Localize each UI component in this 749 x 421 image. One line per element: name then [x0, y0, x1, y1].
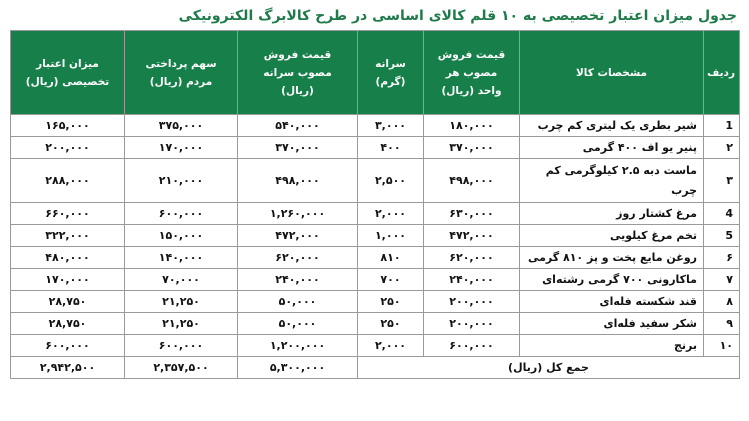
- row-approved-price: ۱,۲۶۰,۰۰۰: [238, 203, 358, 225]
- header-approved-price-line1: قیمت فروش: [263, 48, 332, 61]
- row-approved-price: ۴۷۲,۰۰۰: [238, 225, 358, 247]
- row-unit-price: ۳۷۰,۰۰۰: [424, 137, 520, 159]
- header-unit-price-line1: قیمت فروش: [437, 48, 506, 61]
- total-approved-price: ۵,۳۰۰,۰۰۰: [238, 357, 358, 379]
- table-row: [11, 291, 740, 313]
- total-credit: ۲,۹۴۲,۵۰۰: [11, 357, 125, 379]
- header-per-capita: [358, 31, 424, 115]
- header-approved-price-line2: مصوب سرانه: [263, 66, 332, 79]
- row-people-share: ۷۰,۰۰۰: [125, 269, 238, 291]
- row-product: مرغ کشتار روز: [520, 203, 704, 225]
- row-people-share: ۲۱,۲۵۰: [125, 313, 238, 335]
- table-row: [11, 225, 740, 247]
- header-index-label: ردیف: [707, 66, 735, 79]
- row-product: شکر سفید فله‌ای: [520, 313, 704, 335]
- row-approved-price: ۵۰,۰۰۰: [238, 291, 358, 313]
- row-unit-price: ۶۰۰,۰۰۰: [424, 335, 520, 357]
- row-approved-price: ۲۴۰,۰۰۰: [238, 269, 358, 291]
- table-row: [11, 115, 740, 137]
- row-people-share: ۶۰۰,۰۰۰: [125, 335, 238, 357]
- row-unit-price: ۲۰۰,۰۰۰: [424, 291, 520, 313]
- header-unit-price-line3: واحد (ریال): [441, 84, 502, 97]
- header-per-capita-line1: سرانه: [375, 57, 406, 70]
- total-row: [11, 357, 740, 379]
- row-credit: ۴۸۰,۰۰۰: [11, 247, 125, 269]
- header-approved-price: [238, 31, 358, 115]
- row-index: ۲: [704, 137, 740, 159]
- row-index: 5: [704, 225, 740, 247]
- row-people-share: ۱۵۰,۰۰۰: [125, 225, 238, 247]
- row-unit-price: ۱۸۰,۰۰۰: [424, 115, 520, 137]
- allocation-table: [10, 30, 740, 379]
- row-product: ماکارونی ۷۰۰ گرمی رشته‌ای: [520, 269, 704, 291]
- header-credit-line2: تخصیصی (ریال): [25, 75, 110, 88]
- row-approved-price: ۳۷۰,۰۰۰: [238, 137, 358, 159]
- row-people-share: ۲۱,۲۵۰: [125, 291, 238, 313]
- table-row: [11, 269, 740, 291]
- table-row: [11, 203, 740, 225]
- row-approved-price: ۱,۲۰۰,۰۰۰: [238, 335, 358, 357]
- row-unit-price: ۶۲۰,۰۰۰: [424, 247, 520, 269]
- row-per-capita: ۴۰۰: [358, 137, 424, 159]
- row-credit: ۳۲۲,۰۰۰: [11, 225, 125, 247]
- row-per-capita: ۳,۰۰۰: [358, 115, 424, 137]
- row-approved-price: ۵۰,۰۰۰: [238, 313, 358, 335]
- row-per-capita: ۲,۰۰۰: [358, 335, 424, 357]
- row-index: ۸: [704, 291, 740, 313]
- row-unit-price: ۴۷۲,۰۰۰: [424, 225, 520, 247]
- header-per-capita-line2: (گرم): [375, 75, 406, 88]
- row-credit: ۱۶۵,۰۰۰: [11, 115, 125, 137]
- row-per-capita: ۱,۰۰۰: [358, 225, 424, 247]
- row-credit: ۱۷۰,۰۰۰: [11, 269, 125, 291]
- row-product: برنج: [520, 335, 704, 357]
- row-per-capita: ۷۰۰: [358, 269, 424, 291]
- row-product: تخم مرغ کیلویی: [520, 225, 704, 247]
- row-index: ۱۰: [704, 335, 740, 357]
- row-approved-price: ۵۴۰,۰۰۰: [238, 115, 358, 137]
- row-unit-price: ۶۳۰,۰۰۰: [424, 203, 520, 225]
- header-product-label: مشخصات کالا: [575, 66, 648, 79]
- row-unit-price: ۲۴۰,۰۰۰: [424, 269, 520, 291]
- row-product: پنیر یو اف ۴۰۰ گرمی: [520, 137, 704, 159]
- header-unit-price: [424, 31, 520, 115]
- table-row: [11, 247, 740, 269]
- row-index: ۷: [704, 269, 740, 291]
- row-approved-price: ۶۲۰,۰۰۰: [238, 247, 358, 269]
- header-credit-line1: میزان اعتبار: [36, 57, 99, 70]
- row-index: 4: [704, 203, 740, 225]
- row-unit-price: ۴۹۸,۰۰۰: [424, 159, 520, 203]
- row-approved-price: ۴۹۸,۰۰۰: [238, 159, 358, 203]
- row-credit: ۲۸,۷۵۰: [11, 313, 125, 335]
- table-row: [11, 159, 740, 203]
- header-people-share-line1: سهم پرداختی: [145, 57, 217, 70]
- row-people-share: ۱۴۰,۰۰۰: [125, 247, 238, 269]
- row-people-share: ۶۰۰,۰۰۰: [125, 203, 238, 225]
- row-product: قند شکسته فله‌ای: [520, 291, 704, 313]
- row-per-capita: ۲,۵۰۰: [358, 159, 424, 203]
- row-people-share: ۲۱۰,۰۰۰: [125, 159, 238, 203]
- row-credit: ۲۰۰,۰۰۰: [11, 137, 125, 159]
- row-per-capita: ۲۵۰: [358, 313, 424, 335]
- total-people-share: ۲,۳۵۷,۵۰۰: [125, 357, 238, 379]
- header-approved-price-line3: (ریال): [281, 84, 314, 97]
- row-credit: ۶۰۰,۰۰۰: [11, 335, 125, 357]
- row-index: 1: [704, 115, 740, 137]
- row-index: ۶: [704, 247, 740, 269]
- row-per-capita: ۲۵۰: [358, 291, 424, 313]
- table-row: [11, 313, 740, 335]
- row-unit-price: ۲۰۰,۰۰۰: [424, 313, 520, 335]
- header-product: [520, 31, 704, 115]
- header-row: [11, 31, 740, 115]
- row-index: ۳: [704, 159, 740, 203]
- row-per-capita: ۲,۰۰۰: [358, 203, 424, 225]
- total-label: جمع کل (ریال): [358, 357, 740, 379]
- header-credit: [11, 31, 125, 115]
- header-unit-price-line2: مصوب هر: [445, 66, 498, 79]
- row-per-capita: ۸۱۰: [358, 247, 424, 269]
- row-people-share: ۱۷۰,۰۰۰: [125, 137, 238, 159]
- row-product: ماست دبه ۲.۵ کیلوگرمی کم چرب: [520, 159, 704, 203]
- row-index: ۹: [704, 313, 740, 335]
- row-product: شیر بطری یک لیتری کم چرب: [520, 115, 704, 137]
- row-credit: ۲۸,۷۵۰: [11, 291, 125, 313]
- header-people-share: [125, 31, 238, 115]
- row-credit: ۶۶۰,۰۰۰: [11, 203, 125, 225]
- page-title: جدول میزان اعتبار تخصیصی به ۱۰ قلم کالای اساسی در طرح کالابرگ الکترونیکی: [178, 8, 737, 24]
- table-row: [11, 137, 740, 159]
- row-credit: ۲۸۸,۰۰۰: [11, 159, 125, 203]
- header-index: [704, 31, 740, 115]
- row-product: روغن مایع پخت و پز ۸۱۰ گرمی: [520, 247, 704, 269]
- header-people-share-line2: مردم (ریال): [149, 75, 213, 88]
- row-people-share: ۳۷۵,۰۰۰: [125, 115, 238, 137]
- table-row: [11, 335, 740, 357]
